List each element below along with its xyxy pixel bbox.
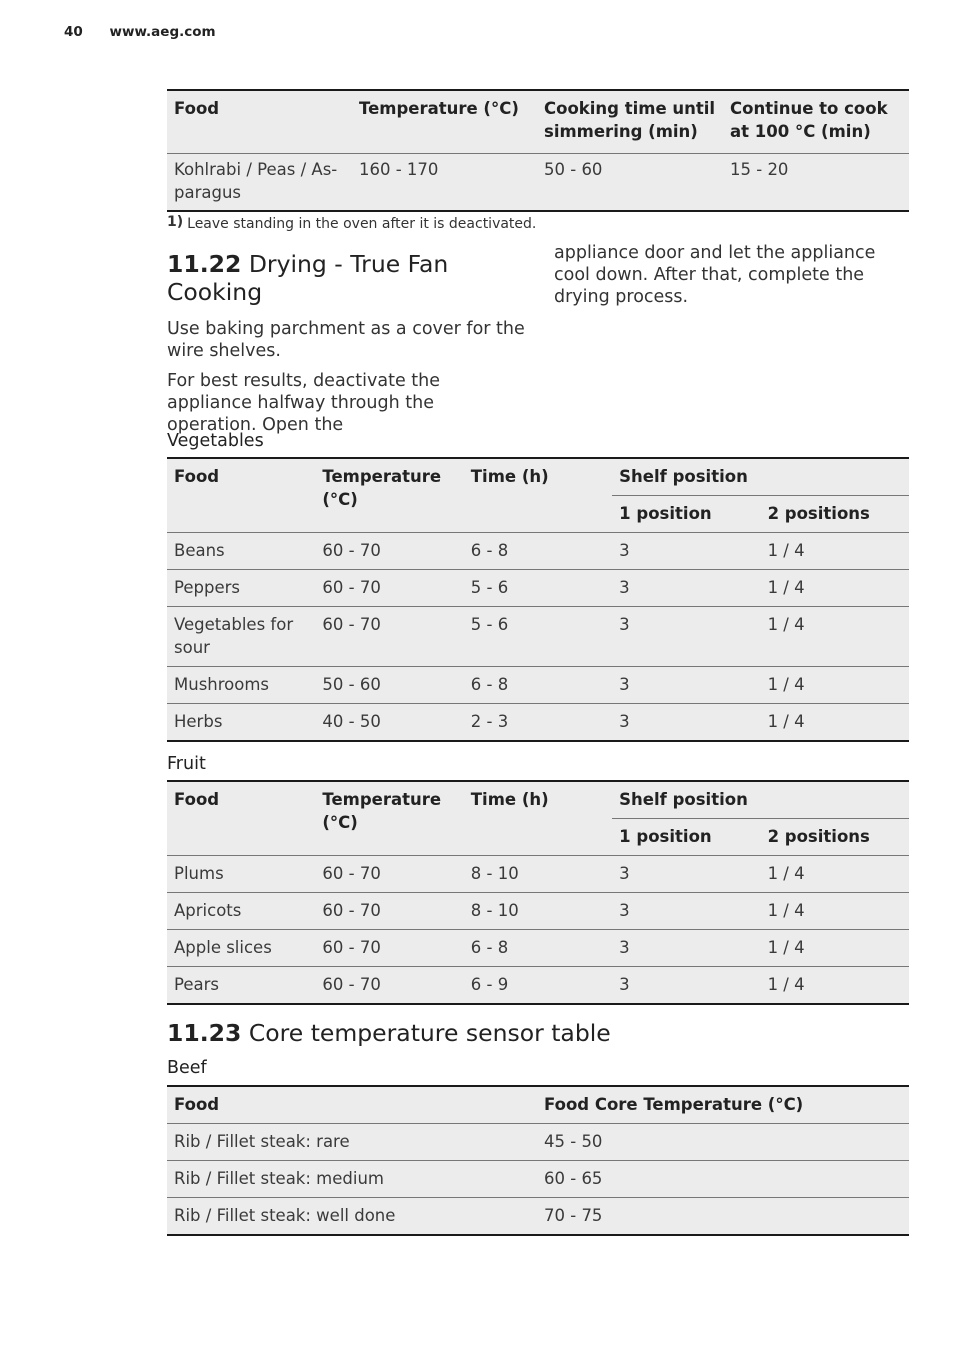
page-header: [64, 24, 216, 40]
table-cell: 1 / 4: [761, 704, 909, 742]
column-header: Shelf position: [612, 781, 909, 819]
table-cell: 40 - 50: [315, 704, 463, 742]
site-url: www.aeg.com: [109, 24, 216, 40]
table-header-row: [167, 458, 909, 496]
table-cell: 5 - 6: [464, 570, 612, 607]
paragraph: For best results, deactivate the appliance halfway through the operation. Open the: [167, 371, 441, 435]
section-title: Core temperature sensor table: [248, 1019, 611, 1047]
steaming-table: [167, 89, 909, 212]
table-cell: Rib / Fillet steak: well done: [167, 1198, 537, 1236]
table-cell: 1 / 4: [761, 533, 909, 570]
paragraph: Use baking parchment as a cover for the wire shelves.: [167, 319, 525, 361]
table-row: [167, 1198, 909, 1236]
table-cell: 1 / 4: [761, 607, 909, 667]
table-cell: 6 - 9: [464, 967, 612, 1005]
section-title: Drying - True Fan Cooking: [167, 250, 449, 306]
left-column: [167, 250, 527, 436]
table-cell: 60 - 70: [315, 930, 463, 967]
column-header: 2 positions: [761, 819, 909, 856]
table-cell: Pears: [167, 967, 315, 1005]
column-header: Food: [167, 781, 315, 856]
table-cell: 3: [612, 667, 760, 704]
table-cell: 3: [612, 856, 760, 893]
table-cell: 3: [612, 704, 760, 742]
table-cell: 8 - 10: [464, 893, 612, 930]
section-11-22: [167, 243, 909, 435]
table-cell: 6 - 8: [464, 667, 612, 704]
table-cell: 50 - 60: [537, 154, 723, 212]
table-cell: Rib / Fillet steak: medium: [167, 1161, 537, 1198]
vegetables-label: Vegetables: [167, 431, 264, 451]
table-cell: 60 - 70: [315, 967, 463, 1005]
table-cell: Plums: [167, 856, 315, 893]
table-cell: Vegetables for sour: [167, 607, 315, 667]
table-cell: 1 / 4: [761, 967, 909, 1005]
paragraph: appliance door and let the appliance cool down. After that, complete the drying process.: [554, 243, 876, 307]
table-cell: 5 - 6: [464, 607, 612, 667]
table-cell: 3: [612, 893, 760, 930]
table-cell: 60 - 70: [315, 856, 463, 893]
column-header: Continue to cook at 100 °C (min): [723, 90, 909, 154]
table-cell: 3: [612, 930, 760, 967]
section-heading: [167, 250, 527, 306]
table-cell: 1 / 4: [761, 570, 909, 607]
table-row: [167, 154, 909, 212]
table-row: [167, 667, 909, 704]
table-cell: Rib / Fillet steak: rare: [167, 1124, 537, 1161]
table-cell: 1 / 4: [761, 930, 909, 967]
page-content: [167, 89, 909, 1236]
section-number: 11.23: [167, 1019, 242, 1047]
table-cell: 60 - 65: [537, 1161, 909, 1198]
column-header: 2 positions: [761, 496, 909, 533]
footnote-marker: 1): [167, 214, 184, 230]
table-row: [167, 856, 909, 893]
table-header-row: [167, 1086, 909, 1124]
fruit-table: [167, 780, 909, 1005]
table-cell: 1 / 4: [761, 856, 909, 893]
table-cell: Herbs: [167, 704, 315, 742]
table-cell: Peppers: [167, 570, 315, 607]
table-cell: 2 - 3: [464, 704, 612, 742]
table-cell: Apple slices: [167, 930, 315, 967]
column-header: Food: [167, 1086, 537, 1124]
table-cell: 60 - 70: [315, 533, 463, 570]
column-header: Temperature (°C): [315, 781, 463, 856]
table-cell: 15 - 20: [723, 154, 909, 212]
table-cell: 60 - 70: [315, 607, 463, 667]
column-header: Temperature (°C): [352, 90, 537, 154]
table-cell: 60 - 70: [315, 570, 463, 607]
table-cell: 6 - 8: [464, 930, 612, 967]
table-cell: 45 - 50: [537, 1124, 909, 1161]
table-row: [167, 570, 909, 607]
table-row: [167, 533, 909, 570]
table-cell: 3: [612, 533, 760, 570]
table-cell: 70 - 75: [537, 1198, 909, 1236]
right-column: [554, 242, 894, 308]
table-cell: 3: [612, 607, 760, 667]
table-row: [167, 1124, 909, 1161]
table-cell: 3: [612, 570, 760, 607]
table-cell: 8 - 10: [464, 856, 612, 893]
page-number: 40: [64, 24, 83, 40]
column-header: Shelf position: [612, 458, 909, 496]
column-header: Cooking time until simmering (min): [537, 90, 723, 154]
column-header: Temperature (°C): [315, 458, 463, 533]
table-cell: 6 - 8: [464, 533, 612, 570]
table-row: [167, 607, 909, 667]
table-cell: Mushrooms: [167, 667, 315, 704]
table-header-row: [167, 781, 909, 819]
table-row: [167, 1161, 909, 1198]
table-row: [167, 930, 909, 967]
beef-table: [167, 1085, 909, 1236]
beef-label: Beef: [167, 1058, 207, 1078]
column-header: Time (h): [464, 458, 612, 533]
table-row: [167, 704, 909, 742]
column-header: Food: [167, 458, 315, 533]
table-cell: 3: [612, 967, 760, 1005]
table-cell: Kohlrabi / Peas / As-paragus: [167, 154, 352, 212]
table-cell: 1 / 4: [761, 893, 909, 930]
table-cell: 1 / 4: [761, 667, 909, 704]
vegetables-table: [167, 457, 909, 742]
table-row: [167, 893, 909, 930]
table-cell: 60 - 70: [315, 893, 463, 930]
table-cell: Beans: [167, 533, 315, 570]
table-header-row: [167, 90, 909, 154]
column-header: Food Core Temperature (°C): [537, 1086, 909, 1124]
column-header: 1 position: [612, 819, 760, 856]
column-header: Time (h): [464, 781, 612, 856]
table-cell: 50 - 60: [315, 667, 463, 704]
table-cell: 160 - 170: [352, 154, 537, 212]
table-row: [167, 967, 909, 1005]
fruit-label: Fruit: [167, 754, 206, 774]
footnote: [167, 214, 909, 232]
column-header: 1 position: [612, 496, 760, 533]
section-heading: [167, 1019, 909, 1047]
section-number: 11.22: [167, 250, 242, 278]
footnote-text: Leave standing in the oven after it is deactivated.: [187, 216, 537, 232]
table-cell: Apricots: [167, 893, 315, 930]
column-header: Food: [167, 90, 352, 154]
